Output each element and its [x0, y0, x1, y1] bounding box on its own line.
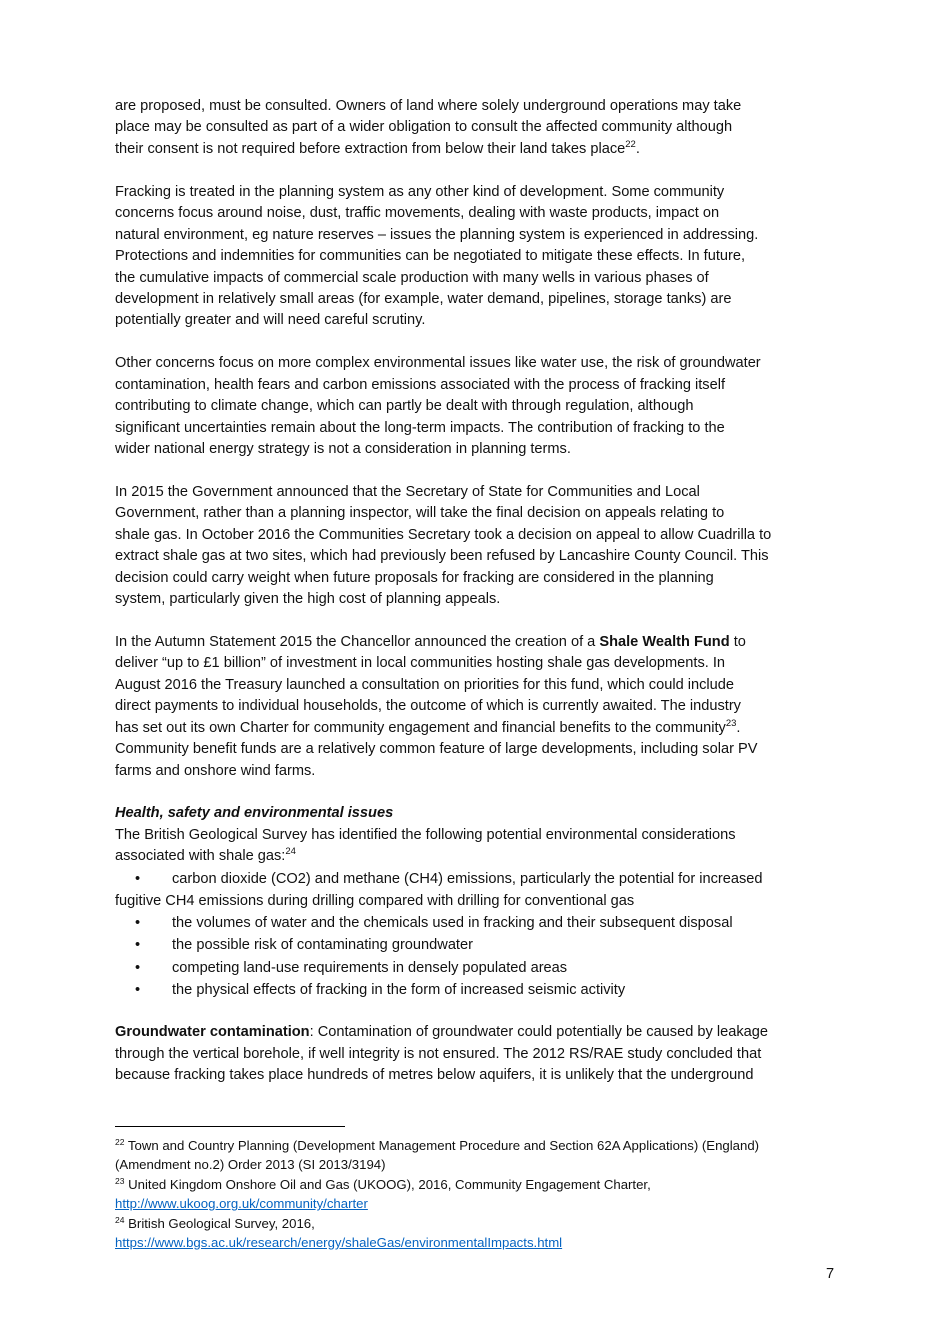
- text-run: Town and Country Planning (Development Management Procedure and Section 62A Applications) (England): [124, 1138, 760, 1153]
- paragraph-spacer: [115, 460, 845, 481]
- text-run: potentially greater and will need careful scrutiny.: [115, 312, 426, 329]
- text-line: [115, 632, 845, 653]
- text-line: [115, 225, 845, 246]
- bullet-icon: •: [135, 981, 141, 998]
- footnote-reference[interactable]: 24: [115, 1214, 125, 1225]
- text-run: deliver “up to £1 billion” of investment in local communities hosting shale gas developments. In: [115, 655, 726, 672]
- text-run: Other concerns focus on more complex environmental issues like water use, the risk of groundwater: [115, 355, 761, 372]
- text-run: .: [635, 140, 640, 157]
- footnote-line: [115, 1155, 845, 1174]
- text-run: has set out its own Charter for community engagement and financial benefits to the community: [115, 719, 726, 736]
- text-run: are proposed, must be consulted. Owners of land where solely underground operations may take: [115, 98, 742, 114]
- intro-line: [115, 846, 845, 867]
- footnote-line: [115, 1175, 845, 1194]
- paragraph: [115, 482, 845, 611]
- intro-line: [115, 825, 845, 846]
- bullet-text: the physical effects of fracking in the form of increased seismic activity: [172, 981, 626, 998]
- text-run: associated with shale gas:: [115, 848, 286, 865]
- text-line: [115, 418, 845, 439]
- paragraph: [115, 632, 845, 782]
- text-run: contributing to climate change, which can partly be dealt with through regulation, although: [115, 398, 694, 415]
- text-run: .: [736, 719, 741, 736]
- text-line: [115, 696, 845, 717]
- text-line: [115, 525, 845, 546]
- bullet-text: competing land-use requirements in densely populated areas: [172, 959, 568, 976]
- bullet-continuation: fugitive CH4 emissions during drilling compared with drilling for conventional gas: [115, 892, 635, 909]
- text-line: [115, 739, 845, 760]
- bullet-icon: •: [135, 870, 141, 887]
- text-line: [115, 568, 845, 589]
- footnote-reference[interactable]: 22: [115, 1137, 125, 1147]
- text-run: shale gas. In October 2016 the Communities Secretary took a decision on appeal to allow Cuadrilla to: [115, 526, 772, 543]
- text-run: concerns focus around noise, dust, traffic movements, dealing with waste products, impact on: [115, 205, 720, 222]
- text-line: [115, 439, 845, 460]
- document-body: [115, 96, 845, 1087]
- footnote-line: [115, 1214, 845, 1233]
- text-line: [115, 117, 845, 138]
- text-run: Fracking is treated in the planning system as any other kind of development. Some community: [115, 183, 725, 200]
- paragraph-spacer: [115, 1001, 845, 1022]
- text-line: [115, 268, 845, 289]
- bold-term: Groundwater contamination: [115, 1024, 310, 1041]
- footnote-reference[interactable]: 22: [625, 138, 636, 150]
- bullet-item: [115, 868, 845, 890]
- text-line: [115, 589, 845, 610]
- text-run: Protections and indemnities for communities can be negotiated to mitigate these effects. In future,: [115, 248, 746, 265]
- text-line: [115, 375, 845, 396]
- text-run: The British Geological Survey has identified the following potential environmental considerations: [115, 826, 736, 843]
- text-run: development in relatively small areas (for example, water demand, pipelines, storage tanks) are: [115, 290, 732, 307]
- text-line: [115, 1065, 845, 1086]
- text-run: United Kingdom Onshore Oil and Gas (UKOOG), 2016, Community Engagement Charter,: [124, 1176, 651, 1192]
- footnote-link[interactable]: https://www.bgs.ac.uk/research/energy/shaleGas/environmentalImpacts.html: [115, 1234, 563, 1250]
- text-run: wider national energy strategy is not a consideration in planning terms.: [115, 441, 571, 457]
- text-run: through the vertical borehole, if well integrity is not ensured. The 2012 RS/RAE study concluded that: [115, 1045, 762, 1062]
- footnotes: [115, 1136, 845, 1252]
- bullet-item: [115, 979, 845, 1001]
- text-line: [115, 139, 845, 160]
- bullet-text: carbon dioxide (CO2) and methane (CH4) emissions, particularly the potential for increased: [172, 870, 763, 887]
- bullet-item: [115, 934, 845, 956]
- footnote-reference[interactable]: 23: [725, 717, 737, 729]
- bullet-icon: •: [135, 937, 141, 954]
- text-run: direct payments to individual households, the outcome of which is currently awaited. The industry: [115, 698, 741, 715]
- text-line: [115, 182, 845, 203]
- text-run: system, particularly given the high cost of planning appeals.: [115, 591, 501, 608]
- text-run: to: [729, 633, 746, 650]
- paragraph-groundwater: [115, 1022, 845, 1086]
- text-line: [115, 675, 845, 696]
- text-line: [115, 503, 845, 524]
- text-run: Government, rather than a planning inspector, will take the final decision on appeals relating to: [115, 505, 725, 522]
- text-line: [115, 353, 845, 374]
- footnote-line: [115, 1136, 845, 1155]
- text-run: In the Autumn Statement 2015 the Chancellor announced the creation of a: [115, 633, 600, 650]
- text-run: farms and onshore wind farms.: [115, 762, 316, 779]
- text-line: [115, 396, 845, 417]
- text-line: [115, 203, 845, 224]
- text-run: Community benefit funds are a relatively common feature of large developments, including solar PV: [115, 741, 758, 758]
- text-run: extract shale gas at two sites, which had previously been refused by Lancashire County Council. This: [115, 548, 769, 565]
- text-line: [115, 761, 845, 782]
- bullet-item: [115, 957, 845, 979]
- paragraph: [115, 182, 845, 332]
- text-run: : Contamination of groundwater could potentially be caused by leakage: [309, 1024, 768, 1041]
- section-heading: Health, safety and environmental issues: [115, 805, 394, 822]
- text-line: [115, 96, 845, 117]
- bullet-item: [115, 912, 845, 934]
- text-line: [115, 246, 845, 267]
- bullet-icon: •: [135, 959, 141, 976]
- paragraph-spacer: [115, 332, 845, 353]
- text-run: British Geological Survey, 2016,: [124, 1215, 315, 1231]
- footnote-line: [115, 1194, 845, 1213]
- footnote-link[interactable]: http://www.ukoog.org.uk/community/charter: [115, 1196, 368, 1212]
- text-run: their consent is not required before extraction from below their land takes place: [115, 140, 626, 157]
- text-line: [115, 1044, 845, 1065]
- bullet-text: the volumes of water and the chemicals used in fracking and their subsequent disposal: [172, 915, 733, 932]
- bullet-list: [115, 868, 845, 1001]
- paragraph-spacer: [115, 160, 845, 181]
- paragraph: [115, 353, 845, 460]
- text-run: place may be consulted as part of a wider obligation to consult the affected community although: [115, 119, 733, 136]
- text-run: decision could carry weight when future proposals for fracking are considered in the planning: [115, 569, 714, 586]
- page-number: 7: [826, 1266, 835, 1282]
- paragraph-spacer: [115, 611, 845, 632]
- text-line: [115, 718, 845, 739]
- paragraph-spacer: [115, 782, 845, 803]
- footnote-line: [115, 1233, 845, 1252]
- text-line: [115, 310, 845, 331]
- paragraph: [115, 96, 845, 160]
- bullet-text: the possible risk of contaminating groundwater: [172, 937, 473, 954]
- text-line: [115, 482, 845, 503]
- text-line: [115, 546, 845, 567]
- footnote-separator: [115, 1126, 345, 1127]
- text-run: August 2016 the Treasury launched a consultation on priorities for this fund, which could include: [115, 676, 734, 693]
- text-run: (Amendment no.2) Order 2013 (SI 2013/3194): [115, 1157, 386, 1173]
- bullet-icon: •: [135, 915, 141, 932]
- text-run: In 2015 the Government announced that the Secretary of State for Communities and Local: [115, 483, 700, 500]
- text-line: [115, 653, 845, 674]
- footnote-reference[interactable]: 23: [115, 1175, 125, 1186]
- text-run: because fracking takes place hundreds of metres below aquifers, it is unlikely that the underground: [115, 1067, 754, 1084]
- text-run: contamination, health fears and carbon emissions associated with the process of fracking itself: [115, 376, 726, 393]
- bold-term: Shale Wealth Fund: [599, 633, 730, 650]
- footnote-reference[interactable]: 24: [285, 846, 296, 858]
- text-line: [115, 1022, 845, 1043]
- text-line: [115, 289, 845, 310]
- text-run: the cumulative impacts of commercial scale production with many wells in various phases of: [115, 269, 709, 286]
- text-run: significant uncertainties remain about the long-term impacts. The contribution of fracking to the: [115, 419, 725, 436]
- text-run: natural environment, eg nature reserves – issues the planning system is experienced in addressing.: [115, 226, 759, 243]
